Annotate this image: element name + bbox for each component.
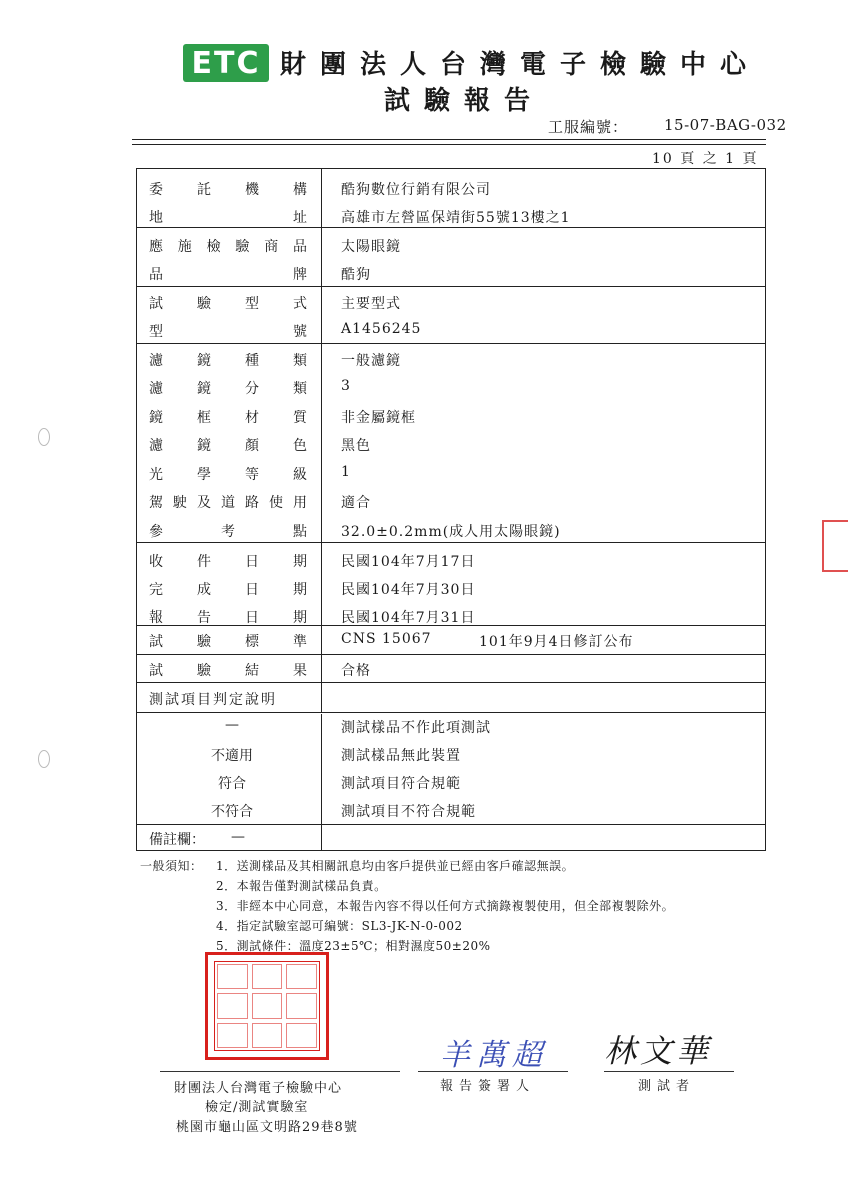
job-number-value: 15-07-BAG-032 <box>664 116 787 134</box>
row-value: 3 <box>341 378 351 394</box>
etc-logo <box>183 44 269 82</box>
row-value: 合格 <box>341 663 371 679</box>
row-label-char: 濾 <box>149 438 163 454</box>
row-label-char: 類 <box>293 353 307 369</box>
row-divider <box>137 542 765 543</box>
row-value: 適合 <box>341 495 371 511</box>
row-label-char: 期 <box>293 610 307 626</box>
row-label-char: 等 <box>245 467 259 483</box>
row-label-char: 質 <box>293 410 307 426</box>
row-label-char: 試 <box>149 634 163 650</box>
row-label <box>149 464 307 484</box>
row-value: 32.0±0.2mm(成人用太陽眼鏡) <box>341 524 561 540</box>
footer-lab-name: 檢定/測試實驗室 <box>205 1100 309 1115</box>
row-label <box>149 492 307 512</box>
seal-cell <box>286 993 317 1018</box>
seal-cell <box>286 964 317 989</box>
row-label <box>149 607 307 627</box>
legend-symbol: 不適用 <box>211 748 253 764</box>
row-label-char: 完 <box>149 582 163 598</box>
note-item: 5．測試條件：溫度23±5℃；相對濕度50±20% <box>216 939 491 953</box>
row-label <box>149 579 307 599</box>
row-label-char: 種 <box>245 353 259 369</box>
row-label-char: 報 <box>149 610 163 626</box>
legend-symbol: 不符合 <box>211 804 253 820</box>
row-label <box>149 350 307 370</box>
legend-description: 測試樣品無此裝置 <box>341 748 461 764</box>
row-label-char: 材 <box>245 410 259 426</box>
row-divider <box>137 682 765 683</box>
row-label-char: 類 <box>293 381 307 397</box>
row-label-char: 準 <box>293 634 307 650</box>
row-label <box>149 407 307 427</box>
seal-cell <box>252 1023 283 1048</box>
row-label-char: 路 <box>245 495 259 511</box>
remarks-label: 備註欄： <box>149 832 205 848</box>
row-label-char: 品 <box>149 267 163 283</box>
row-label-char: 檢 <box>206 239 221 255</box>
row-label-char: 試 <box>149 663 163 679</box>
row-divider <box>137 712 765 713</box>
row-value-extra: 101年9月4日修訂公布 <box>479 634 634 650</box>
row-label-char: 學 <box>197 467 211 483</box>
note-item: 4．指定試驗室認可編號：SL3-JK-N-0-002 <box>216 919 463 933</box>
row-label-char: 件 <box>197 554 211 570</box>
row-label-char: 地 <box>149 210 163 226</box>
row-label <box>149 551 307 571</box>
tester-line <box>604 1071 734 1072</box>
row-label-char: 分 <box>245 381 259 397</box>
row-label-char: 應 <box>149 239 163 255</box>
row-value: 高雄市左營區保靖街55號13樓之1 <box>341 210 571 226</box>
row-label-char: 機 <box>245 182 259 198</box>
official-seal <box>205 952 329 1060</box>
row-value: 民國104年7月17日 <box>341 554 476 570</box>
row-divider <box>137 286 765 287</box>
legend-title: 測試項目判定說明 <box>149 692 277 708</box>
row-label-char: 級 <box>293 467 307 483</box>
job-number-label: 工服編號： <box>548 118 629 136</box>
row-label-char: 告 <box>197 610 211 626</box>
header-rule-top <box>132 139 766 140</box>
row-label-char: 期 <box>293 554 307 570</box>
row-label-char: 結 <box>245 663 259 679</box>
row-label-char: 道 <box>221 495 235 511</box>
page-info: 10 頁 之 1 頁 <box>652 151 759 167</box>
row-label <box>149 321 307 341</box>
row-divider <box>137 824 765 825</box>
remarks-value: — <box>231 829 245 845</box>
signer-label: 報告簽署人 <box>440 1079 536 1094</box>
row-label <box>149 236 307 256</box>
row-label-char: 期 <box>293 582 307 598</box>
row-label-char: 施 <box>177 239 192 255</box>
row-label-char: 驗 <box>197 296 211 312</box>
row-label-char: 鏡 <box>197 353 211 369</box>
row-label-char: 號 <box>293 324 307 340</box>
report-table <box>136 168 766 851</box>
row-label-char: 顏 <box>245 438 259 454</box>
row-label <box>149 264 307 284</box>
row-label-char: 參 <box>149 524 163 540</box>
legend-description: 測試項目符合規範 <box>341 776 461 792</box>
row-label-char: 及 <box>197 495 211 511</box>
row-label-char: 框 <box>197 410 211 426</box>
row-value: 民國104年7月30日 <box>341 582 476 598</box>
note-item: 2．本報告僅對測試樣品負責。 <box>216 879 387 893</box>
row-label <box>149 521 307 541</box>
signer-signature: 羊萬超 <box>440 1038 548 1073</box>
footer-org-name: 財團法人台灣電子檢驗中心 <box>174 1081 343 1096</box>
row-label-char: 址 <box>293 210 307 226</box>
row-label-char: 成 <box>197 582 211 598</box>
row-divider <box>137 654 765 655</box>
row-value: CNS 15067 <box>341 631 432 647</box>
row-divider <box>137 227 765 228</box>
row-label-char: 駕 <box>149 495 163 511</box>
row-label <box>149 179 307 199</box>
row-label-char: 濾 <box>149 353 163 369</box>
row-value: 主要型式 <box>341 296 401 312</box>
row-label-char: 鏡 <box>197 438 211 454</box>
row-label <box>149 293 307 313</box>
row-label-char: 驗 <box>197 634 211 650</box>
row-label-char: 考 <box>221 524 235 540</box>
row-value: 一般濾鏡 <box>341 353 401 369</box>
punch-hole-mark <box>38 750 50 768</box>
org-title: 財團法人台灣電子檢驗中心 <box>280 50 761 80</box>
tester-label: 測試者 <box>638 1079 696 1094</box>
row-label <box>149 378 307 398</box>
org-sign-line <box>160 1071 400 1072</box>
row-label-char: 驗 <box>197 663 211 679</box>
row-label <box>149 435 307 455</box>
note-item: 3．非經本中心同意，本報告內容不得以任何方式摘錄複製使用，但全部複製除外。 <box>216 899 675 913</box>
header-rule-bottom <box>132 144 766 145</box>
row-value: 太陽眼鏡 <box>341 239 401 255</box>
row-label-char: 試 <box>149 296 163 312</box>
footer-address: 桃園市龜山區文明路29巷8號 <box>176 1120 358 1135</box>
row-label-char: 型 <box>149 324 163 340</box>
row-value: 黑色 <box>341 438 371 454</box>
punch-hole-mark <box>38 428 50 446</box>
column-divider-legend <box>321 714 322 851</box>
seal-cell <box>217 1023 248 1048</box>
seal-cell <box>252 993 283 1018</box>
row-label <box>149 631 307 651</box>
row-label-char: 委 <box>149 182 163 198</box>
row-label-char: 標 <box>245 634 259 650</box>
row-label-char: 牌 <box>293 267 307 283</box>
legend-symbol: — <box>225 717 239 733</box>
row-label-char: 色 <box>293 438 307 454</box>
row-label-char: 用 <box>293 495 307 511</box>
row-value: 民國104年7月31日 <box>341 610 476 626</box>
row-label-char: 商 <box>264 239 279 255</box>
row-label-char: 果 <box>293 663 307 679</box>
legend-description: 測試項目不符合規範 <box>341 804 476 820</box>
row-label-char: 日 <box>245 610 259 626</box>
row-label-char: 式 <box>293 296 307 312</box>
row-label-char: 鏡 <box>149 410 163 426</box>
row-label-char: 驗 <box>235 239 250 255</box>
row-label-char: 收 <box>149 554 163 570</box>
row-value: A1456245 <box>341 321 422 337</box>
logo-text: ETC <box>191 45 261 81</box>
row-label <box>149 660 307 680</box>
row-label-char: 點 <box>293 524 307 540</box>
row-label-char: 構 <box>293 182 307 198</box>
seal-cell <box>286 1023 317 1048</box>
row-label <box>149 207 307 227</box>
legend-description: 測試樣品不作此項測試 <box>341 720 491 736</box>
row-label-char: 日 <box>245 582 259 598</box>
row-label-char: 濾 <box>149 381 163 397</box>
seal-grid <box>214 961 320 1051</box>
row-label-char: 託 <box>197 182 211 198</box>
report-title: 試驗報告 <box>384 86 545 116</box>
row-label-char: 型 <box>245 296 259 312</box>
seal-cell <box>217 964 248 989</box>
row-value: 1 <box>341 464 351 480</box>
seal-cell <box>252 964 283 989</box>
note-item: 1．送測樣品及其相關訊息均由客戶提供並已經由客戶確認無誤。 <box>216 859 575 873</box>
row-divider <box>137 343 765 344</box>
row-label-char: 光 <box>149 467 163 483</box>
column-divider <box>321 169 322 712</box>
row-label-char: 日 <box>245 554 259 570</box>
row-value: 酷狗 <box>341 267 371 283</box>
row-label-char: 鏡 <box>197 381 211 397</box>
signer-line <box>418 1071 568 1072</box>
row-label-char: 使 <box>269 495 283 511</box>
row-value: 酷狗數位行銷有限公司 <box>341 182 491 198</box>
notes-label: 一般須知： <box>140 859 203 873</box>
row-label-char: 品 <box>292 239 307 255</box>
row-value: 非金屬鏡框 <box>341 410 416 426</box>
tester-signature: 林文華 <box>604 1032 713 1070</box>
seal-cell <box>217 993 248 1018</box>
row-label-char: 駛 <box>173 495 187 511</box>
side-stamp-mark <box>822 520 848 572</box>
legend-symbol: 符合 <box>218 776 246 792</box>
